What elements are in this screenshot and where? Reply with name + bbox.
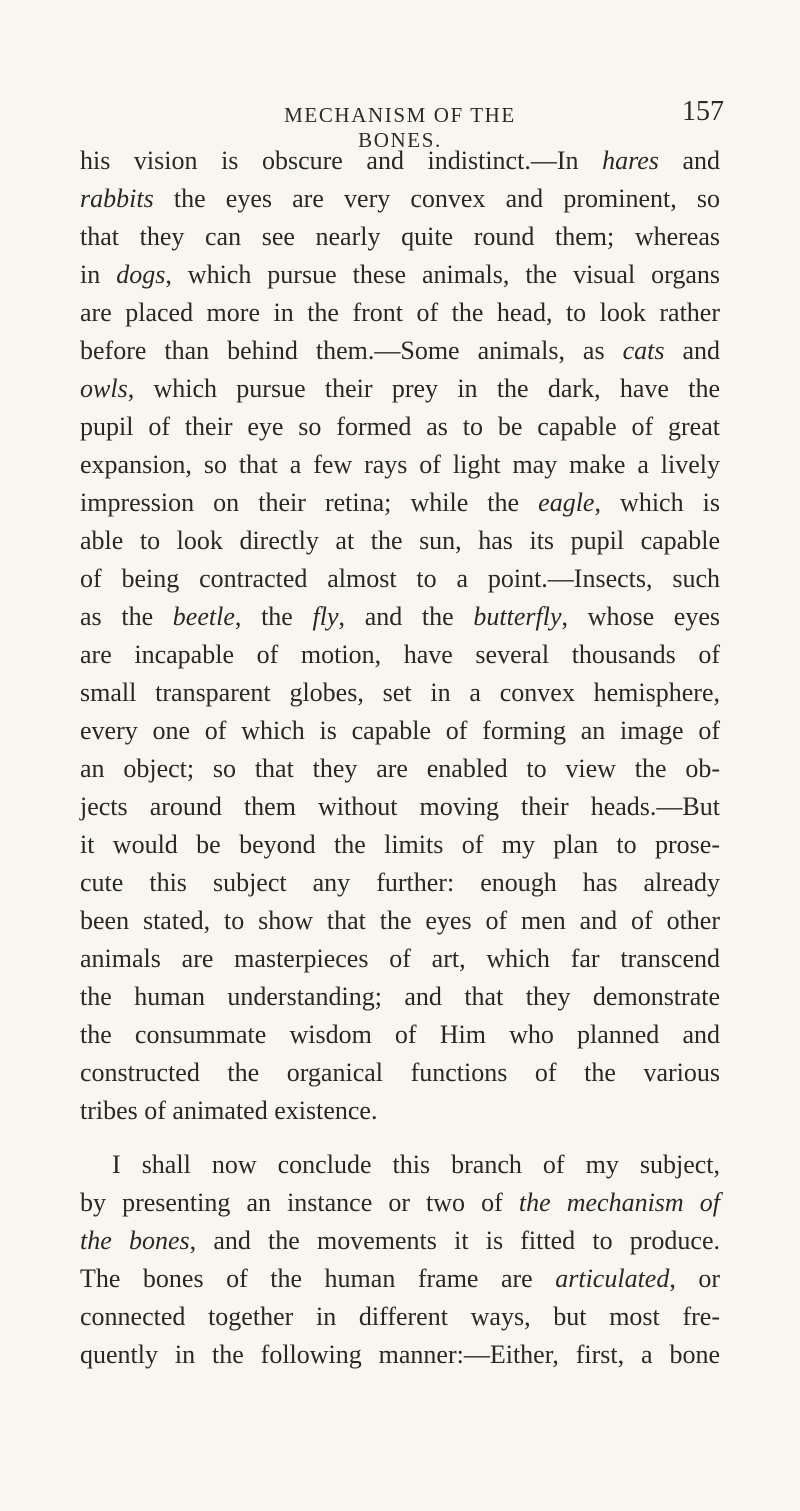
text-line: pupil of their eye so formed as to be capable of great — [80, 412, 720, 441]
text-line: are placed more in the front of the head, to look rather — [80, 298, 720, 327]
text-line: are incapable of motion, have several thousands of — [80, 640, 720, 669]
italic-term: dogs — [116, 260, 166, 289]
text-line: before than behind them.—Some animals, as cats and — [80, 336, 720, 365]
text-line: been stated, to show that the eyes of men and of other — [80, 906, 720, 935]
text-line: constructed the organical functions of the various — [80, 1058, 720, 1087]
text-line: rabbits the eyes are very convex and prominent, so — [80, 184, 720, 213]
text-line: his vision is obscure and indistinct.—In hares and — [80, 146, 720, 175]
italic-term: articulated — [555, 1264, 670, 1293]
italic-term: beetle — [172, 602, 235, 631]
italic-term: eagle — [538, 488, 595, 517]
text-line: it would be beyond the limits of my plan to prose- — [80, 830, 720, 859]
text-line: connected together in different ways, but most fre- — [80, 1302, 720, 1331]
text-line: quently in the following manner:—Either, first, a bone — [80, 1340, 720, 1369]
italic-term: the mechanism of — [518, 1188, 720, 1217]
text-line: jects around them without moving their heads.—But — [80, 792, 720, 821]
text-line: that they can see nearly quite round them; whereas — [80, 222, 720, 251]
text-line: able to look directly at the sun, has its pupil capable — [80, 526, 720, 555]
text-line: owls, which pursue their prey in the dark, have the — [80, 374, 720, 403]
text-line: of being contracted almost to a point.—Insects, such — [80, 564, 720, 593]
text-line: by presenting an instance or two of the mechanism of — [80, 1188, 720, 1217]
text-line: small transparent globes, set in a convex hemisphere, — [80, 678, 720, 707]
text-line: the bones, and the movements it is fitted to produce. — [80, 1226, 721, 1255]
italic-term: cats — [622, 336, 665, 365]
running-head: MECHANISM OF THE BONES. — [284, 103, 516, 152]
italic-term: butterfly — [473, 602, 562, 631]
text-line: the human understanding; and that they demonstrate — [80, 982, 720, 1011]
text-line: impression on their retina; while the eagle, which is — [80, 488, 721, 517]
text-line: animals are masterpieces of art, which far transcend — [80, 944, 720, 973]
text-line: The bones of the human frame are articulated, or — [80, 1264, 720, 1293]
text-line: cute this subject any further: enough has already — [80, 868, 720, 897]
text-line: as the beetle, the fly, and the butterfly, whose eyes — [80, 602, 720, 631]
italic-term: the bones — [80, 1226, 190, 1255]
italic-term: fly — [312, 602, 339, 631]
italic-term: rabbits — [80, 184, 154, 213]
text-line: expansion, so that a few rays of light may make a lively — [80, 450, 720, 479]
text-line: in dogs, which pursue these animals, the visual organs — [80, 260, 720, 289]
italic-term: hares — [602, 146, 659, 175]
text-line: the consummate wisdom of Him who planned and — [80, 1020, 720, 1049]
text-line: an object; so that they are enabled to view the ob- — [80, 754, 720, 783]
text-line: tribes of animated existence. — [80, 1096, 378, 1125]
italic-term: owls — [80, 374, 128, 403]
page-number: 157 — [682, 96, 724, 127]
text-line: I shall now conclude this branch of my subject, — [112, 1150, 720, 1179]
text-line: every one of which is capable of forming an image of — [80, 716, 720, 745]
